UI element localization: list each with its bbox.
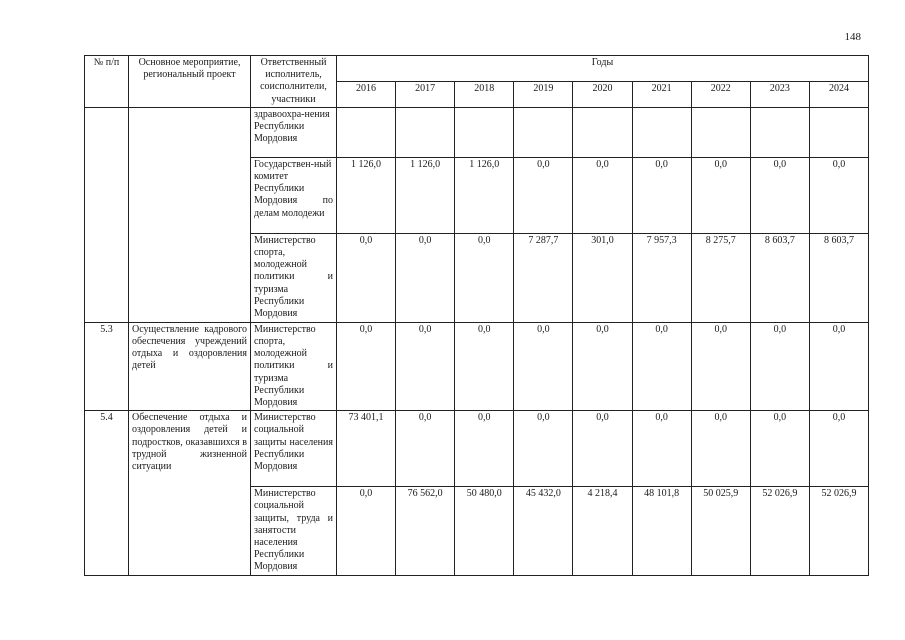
- row-value: 0,0: [691, 322, 750, 410]
- header-responsible: Ответственный исполнитель, соисполнители, участники: [251, 56, 337, 108]
- header-activity: Основное мероприятие, региональный проект: [129, 56, 251, 108]
- row-value: 0,0: [514, 322, 573, 410]
- row-value: 52 026,9: [809, 487, 868, 575]
- row-value: 8 603,7: [750, 233, 809, 322]
- row-responsible: Министерство спорта, молодежной политики и туризма Республики Мордовия: [251, 322, 337, 410]
- header-year: 2024: [809, 81, 868, 107]
- row-value: [573, 107, 632, 157]
- row-num: [85, 107, 129, 322]
- row-value: 45 432,0: [514, 487, 573, 575]
- row-responsible: Министерство социальной защиты, труда и занятости населения Республики Мордовия: [251, 487, 337, 575]
- row-value: 0,0: [337, 487, 396, 575]
- header-row-top: [85, 56, 869, 82]
- row-responsible: здравоохра-нения Республики Мордовия: [251, 107, 337, 157]
- row-value: 0,0: [750, 322, 809, 410]
- header-year: 2018: [455, 81, 514, 107]
- row-value: 0,0: [573, 322, 632, 410]
- row-responsible: Государствен-ный комитет Республики Мордовия по делам молодежи: [251, 157, 337, 233]
- row-value: [750, 107, 809, 157]
- header-year: 2022: [691, 81, 750, 107]
- row-value: 76 562,0: [396, 487, 455, 575]
- row-value: 0,0: [691, 411, 750, 487]
- row-value: 73 401,1: [337, 411, 396, 487]
- row-value: 0,0: [750, 157, 809, 233]
- row-num: 5.3: [85, 322, 129, 410]
- row-value: [691, 107, 750, 157]
- header-year: 2017: [396, 81, 455, 107]
- row-value: [455, 107, 514, 157]
- budget-table: [84, 55, 869, 576]
- row-value: 1 126,0: [396, 157, 455, 233]
- row-value: 0,0: [455, 411, 514, 487]
- row-value: 0,0: [396, 411, 455, 487]
- header-year: 2020: [573, 81, 632, 107]
- row-value: 48 101,8: [632, 487, 691, 575]
- row-value: 301,0: [573, 233, 632, 322]
- table-row: [85, 322, 869, 410]
- header-year: 2016: [337, 81, 396, 107]
- row-value: [396, 107, 455, 157]
- row-responsible: Министерство социальной защиты населения Республики Мордовия: [251, 411, 337, 487]
- row-value: [337, 107, 396, 157]
- row-value: [809, 107, 868, 157]
- row-responsible: Министерство спорта, молодежной политики и туризма Республики Мордовия: [251, 233, 337, 322]
- row-value: 0,0: [396, 233, 455, 322]
- row-value: 7 287,7: [514, 233, 573, 322]
- row-value: 50 480,0: [455, 487, 514, 575]
- row-value: [514, 107, 573, 157]
- row-value: 0,0: [632, 157, 691, 233]
- row-activity: Осуществление кадрового обеспечения учреждений отдыха и оздоровления детей: [129, 322, 251, 410]
- row-value: 50 025,9: [691, 487, 750, 575]
- row-value: 8 275,7: [691, 233, 750, 322]
- header-year: 2019: [514, 81, 573, 107]
- row-value: 0,0: [809, 157, 868, 233]
- row-value: 8 603,7: [809, 233, 868, 322]
- row-value: 4 218,4: [573, 487, 632, 575]
- row-value: 52 026,9: [750, 487, 809, 575]
- header-year: 2021: [632, 81, 691, 107]
- row-value: 0,0: [337, 233, 396, 322]
- row-value: 0,0: [632, 411, 691, 487]
- header-year: 2023: [750, 81, 809, 107]
- table-row: [85, 411, 869, 487]
- row-value: 0,0: [573, 157, 632, 233]
- row-value: 0,0: [809, 322, 868, 410]
- page-number: 148: [844, 31, 861, 43]
- row-value: 0,0: [691, 157, 750, 233]
- row-value: 0,0: [573, 411, 632, 487]
- row-activity: [129, 107, 251, 322]
- row-value: 0,0: [396, 322, 455, 410]
- row-value: 0,0: [632, 322, 691, 410]
- row-value: 0,0: [750, 411, 809, 487]
- row-num: 5.4: [85, 411, 129, 575]
- row-value: 0,0: [514, 411, 573, 487]
- row-value: 0,0: [455, 233, 514, 322]
- row-value: [632, 107, 691, 157]
- header-years-group: Годы: [337, 56, 869, 82]
- row-value: 1 126,0: [337, 157, 396, 233]
- row-value: 0,0: [455, 322, 514, 410]
- table-row: [85, 107, 869, 157]
- header-num: № п/п: [85, 56, 129, 108]
- row-value: 0,0: [337, 322, 396, 410]
- row-value: 0,0: [514, 157, 573, 233]
- row-value: 7 957,3: [632, 233, 691, 322]
- row-activity: Обеспечение отдыха и оздоровления детей и подростков, оказавшихся в трудной жизненной ситуации: [129, 411, 251, 575]
- row-value: 1 126,0: [455, 157, 514, 233]
- row-value: 0,0: [809, 411, 868, 487]
